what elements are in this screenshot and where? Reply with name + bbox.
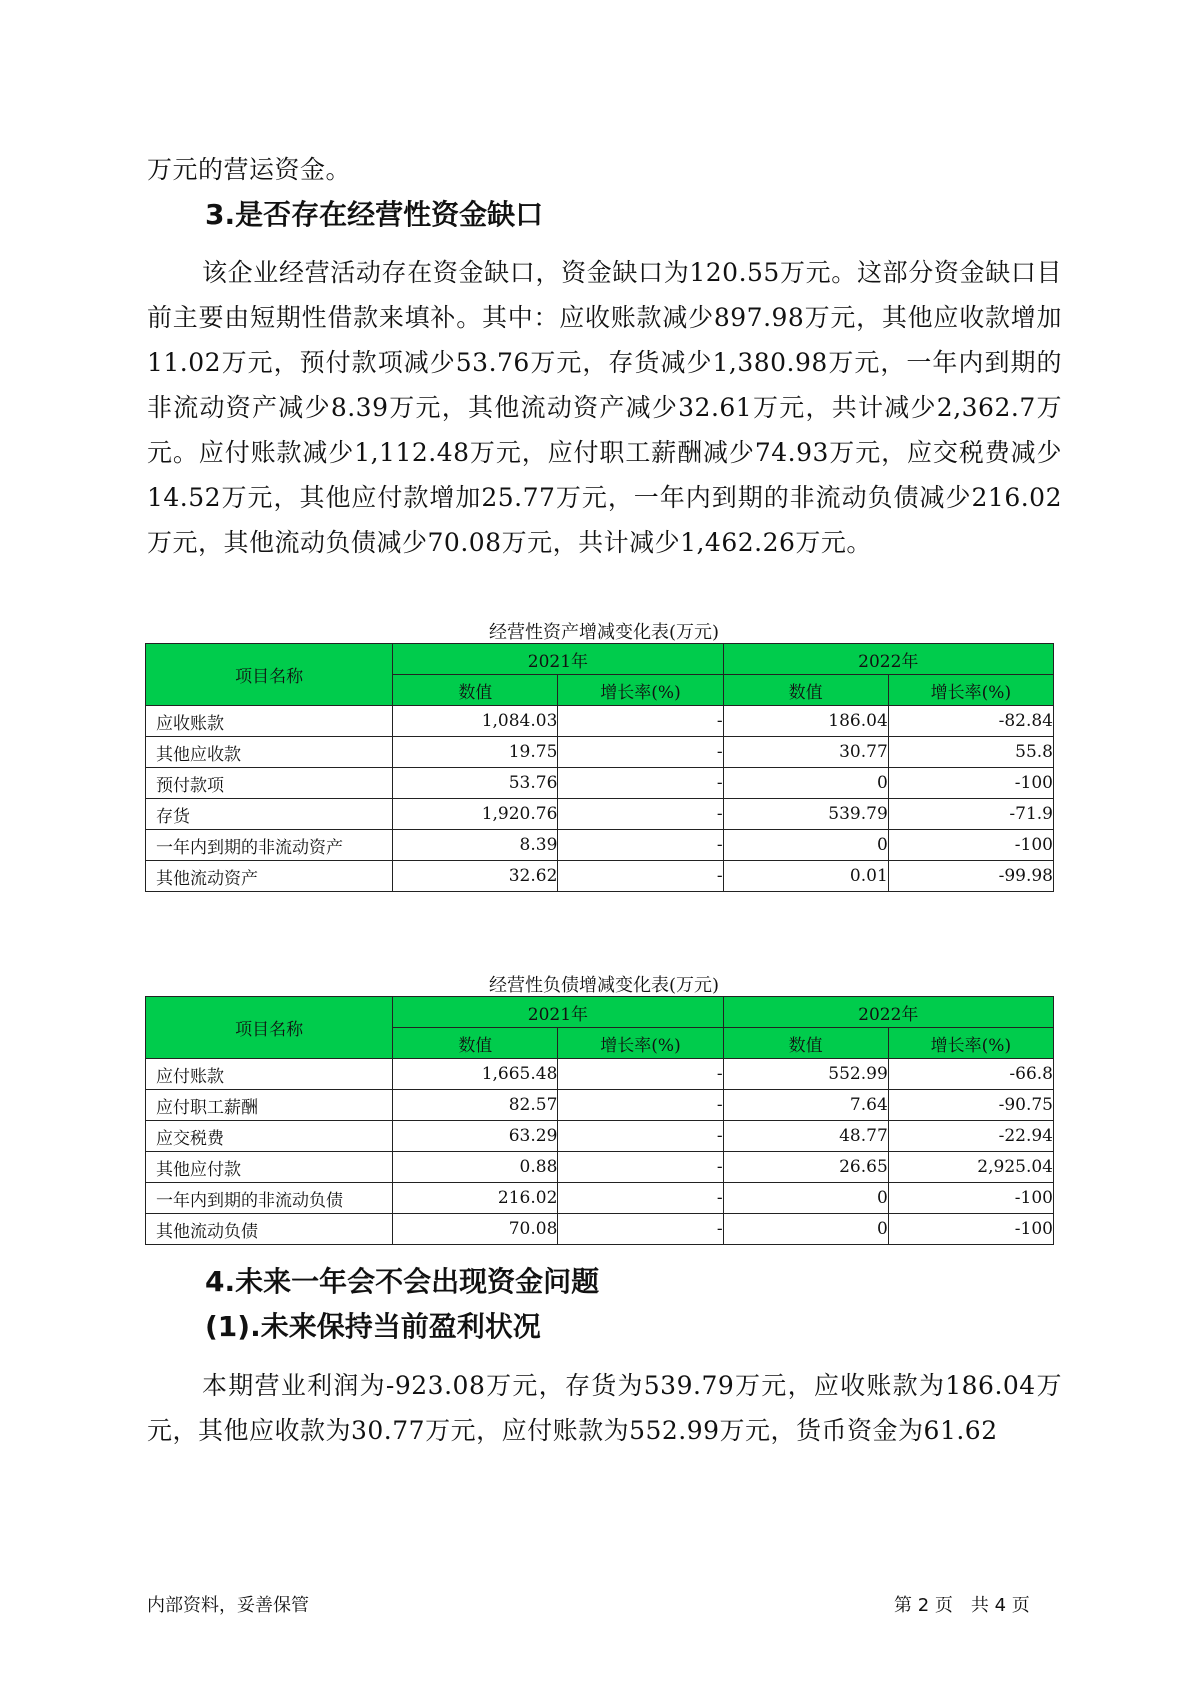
value-2022: 7.64 <box>723 1090 888 1121</box>
value-2022: 0 <box>723 768 888 799</box>
table-row <box>146 1059 1054 1090</box>
paragraph-continuation: 万元的营运资金。 <box>147 155 352 184</box>
rate-2021: - <box>558 1183 723 1214</box>
section-heading-4: 4.未来一年会不会出现资金问题 <box>205 1265 600 1298</box>
value-2021: 32.62 <box>393 861 558 892</box>
value-2022: 48.77 <box>723 1121 888 1152</box>
rate-2021: - <box>558 1214 723 1245</box>
header-item-name: 项目名称 <box>146 644 393 706</box>
rate-2022: -100 <box>888 1183 1053 1214</box>
value-2022: 0.01 <box>723 861 888 892</box>
rate-2022: -100 <box>888 768 1053 799</box>
rate-2022: -90.75 <box>888 1090 1053 1121</box>
subsection-heading-4-1: (1).未来保持当前盈利状况 <box>205 1310 541 1343</box>
header-year-2022: 2022年 <box>723 644 1053 675</box>
value-2021: 63.29 <box>393 1121 558 1152</box>
rate-2021: - <box>558 861 723 892</box>
header-value-2021: 数值 <box>393 675 558 706</box>
header-value-2021: 数值 <box>393 1028 558 1059</box>
row-item-name: 一年内到期的非流动资产 <box>146 830 393 861</box>
row-item-name: 一年内到期的非流动负债 <box>146 1183 393 1214</box>
value-2022: 0 <box>723 1183 888 1214</box>
table-row <box>146 830 1054 861</box>
header-rate-2022: 增长率(%) <box>888 675 1053 706</box>
header-value-2022: 数值 <box>723 1028 888 1059</box>
table-row <box>146 1183 1054 1214</box>
value-2021: 82.57 <box>393 1090 558 1121</box>
value-2021: 53.76 <box>393 768 558 799</box>
table-row <box>146 1090 1054 1121</box>
header-year-2022: 2022年 <box>723 997 1053 1028</box>
rate-2021: - <box>558 706 723 737</box>
rate-2022: 55.8 <box>888 737 1053 768</box>
row-item-name: 其他应收款 <box>146 737 393 768</box>
rate-2021: - <box>558 799 723 830</box>
rate-2021: - <box>558 737 723 768</box>
row-item-name: 预付款项 <box>146 768 393 799</box>
value-2021: 0.88 <box>393 1152 558 1183</box>
rate-2022: -99.98 <box>888 861 1053 892</box>
rate-2022: -22.94 <box>888 1121 1053 1152</box>
paragraph-future-outlook: 本期营业利润为-923.08万元，存货为539.79万元，应收账款为186.04万元，其他应收款为30.77万元，应付账款为552.99万元，货币资金为61.62 <box>147 1371 1062 1445</box>
table-row <box>146 1152 1054 1183</box>
operating-assets-table <box>145 643 1054 892</box>
table-row <box>146 1214 1054 1245</box>
rate-2021: - <box>558 1121 723 1152</box>
rate-2022: -82.84 <box>888 706 1053 737</box>
value-2021: 8.39 <box>393 830 558 861</box>
header-value-2022: 数值 <box>723 675 888 706</box>
row-item-name: 应交税费 <box>146 1121 393 1152</box>
value-2022: 552.99 <box>723 1059 888 1090</box>
operating-liabilities-table <box>145 996 1054 1245</box>
rate-2022: 2,925.04 <box>888 1152 1053 1183</box>
footer-page-number: 第 2 页 共 4 页 <box>894 1595 1030 1616</box>
value-2022: 186.04 <box>723 706 888 737</box>
value-2022: 26.65 <box>723 1152 888 1183</box>
row-item-name: 存货 <box>146 799 393 830</box>
rate-2021: - <box>558 830 723 861</box>
table-row <box>146 706 1054 737</box>
value-2021: 1,665.48 <box>393 1059 558 1090</box>
table1-caption: 经营性资产增减变化表(万元) <box>488 622 720 643</box>
row-item-name: 其他应付款 <box>146 1152 393 1183</box>
paragraph-funding-gap: 该企业经营活动存在资金缺口，资金缺口为120.55万元。这部分资金缺口目前主要由短期性借款来填补。其中：应收账款减少897.98万元，其他应收款增加11.02万元，预付款项减少53.76万元，存货减少1,380.98万元，一年内到期的非流动资产减少8.39万元，其他流动资产减少32.61万元，共计减少2,362.7万元。应付账款减少1,112.48万元，应付职工薪酬减少74.93万元，应交税费减少14.52万元，其他应付款增加25.77万元，一年内到期的非流动负债减少216.02万元，其他流动负债减少70.08万元，共计减少1,462.26万元。 <box>147 258 1062 557</box>
rate-2021: - <box>558 1059 723 1090</box>
header-year-2021: 2021年 <box>393 644 723 675</box>
value-2022: 539.79 <box>723 799 888 830</box>
row-item-name: 其他流动资产 <box>146 861 393 892</box>
rate-2022: -100 <box>888 1214 1053 1245</box>
header-rate-2021: 增长率(%) <box>558 675 723 706</box>
value-2022: 0 <box>723 830 888 861</box>
footer-confidential-note: 内部资料，妥善保管 <box>147 1595 309 1616</box>
rate-2022: -100 <box>888 830 1053 861</box>
value-2021: 216.02 <box>393 1183 558 1214</box>
header-rate-2021: 增长率(%) <box>558 1028 723 1059</box>
value-2022: 30.77 <box>723 737 888 768</box>
row-item-name: 应付职工薪酬 <box>146 1090 393 1121</box>
rate-2021: - <box>558 1090 723 1121</box>
row-item-name: 其他流动负债 <box>146 1214 393 1245</box>
value-2021: 1,920.76 <box>393 799 558 830</box>
section-heading-3: 3.是否存在经营性资金缺口 <box>205 198 544 231</box>
table-row <box>146 737 1054 768</box>
table-row <box>146 768 1054 799</box>
value-2022: 0 <box>723 1214 888 1245</box>
row-item-name: 应收账款 <box>146 706 393 737</box>
rate-2021: - <box>558 1152 723 1183</box>
header-item-name: 项目名称 <box>146 997 393 1059</box>
table-row <box>146 799 1054 830</box>
table-row <box>146 1121 1054 1152</box>
row-item-name: 应付账款 <box>146 1059 393 1090</box>
rate-2021: - <box>558 768 723 799</box>
rate-2022: -71.9 <box>888 799 1053 830</box>
value-2021: 19.75 <box>393 737 558 768</box>
header-rate-2022: 增长率(%) <box>888 1028 1053 1059</box>
table2-caption: 经营性负债增减变化表(万元) <box>488 975 720 996</box>
table-row <box>146 861 1054 892</box>
value-2021: 1,084.03 <box>393 706 558 737</box>
rate-2022: -66.8 <box>888 1059 1053 1090</box>
header-year-2021: 2021年 <box>393 997 723 1028</box>
value-2021: 70.08 <box>393 1214 558 1245</box>
